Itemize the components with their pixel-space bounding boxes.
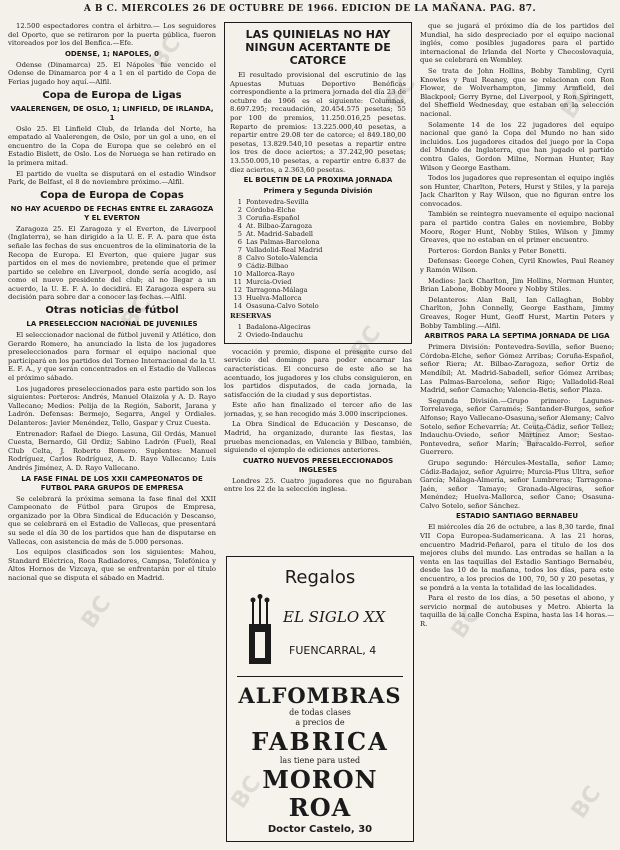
col3-jugadores-paragraph-2: Solamente 14 de los 22 jugadores del equipo nacional que ganó la Copa del Mundo no han sido incluidos. Los jugadores citados del juego por la Copa del Mundo de Inglaterra, que han jugado el partido contra Gales, Gordon Milne, Norman Hunter, Ray Wilson y George Eastham.	[420, 120, 614, 172]
column-3	[420, 22, 614, 842]
grupo-segundo-paragraph: Grupo segundo: Hércules-Mestalla, señor Lamo; Cádiz-Badajoz, señor Aguirre; Murcia-Plus Ultra, señor García; Málaga-Almería, señor Lumbreras; Tarragona-Jaén, señor Tamayo; Granada-Algeciras, señor Menéndez; Huelva-Mallorca, señor Cano; Osasuna-Calvo Sotelo, señor Sánchez.	[420, 458, 614, 510]
ad-fabrica: FABRICA	[251, 727, 389, 756]
fixture-item	[230, 198, 406, 206]
juveniles-paragraph-2: Los jugadores preseleccionados para este partido son los siguientes: Porteros: Andrés, Manuel Olaizola y A. D. Rayo Vallecano; Medios: Pelija de la Región, Saborit, Jarana y Ladrón. Defensas: Bermejo, Segarra, Angel y Ordiales. Delanteros: Javier Menéndez, Tello, Gaspar y Cruz Cuesta.	[8, 384, 216, 427]
watermark: BC	[566, 781, 607, 824]
fixture-match: Valladolid-Real Madrid	[246, 246, 323, 255]
ad-address: Doctor Castelo, 30	[267, 824, 373, 835]
cuatro-paragraph: Londres 25. Cuatro jugadores que no figuraban entre los 22 de la selección inglesa.	[224, 476, 412, 494]
empresa-paragraph-2: Los equipos clasificados son los siguientes: Mahou, Standard Eléctrica, Roca Radiadores, Campsa, Telefónica y Altos Hornos de Vizcaya, que se enfrentarán por el título nacional que se disputa el sábado en Madrid.	[8, 548, 216, 582]
arbitros-paragraph: Primera División: Pontevedra-Sevilla, señor Bueno; Córdoba-Elche, señor Gómez Arribas; Coruña-Español, señor Riera; At. Bilbao-Zaragoza, señor Ortiz de Mendíbil; At. Madrid-Sabadell, señor Gómez Arribas; Las Palmas-Barcelona, señor Rigo; Valladolid-Real Madrid, señor Camacho; Valencia-Betis, señor Plaza.	[420, 343, 614, 395]
fixture-match: Pontevedra-Sevilla	[246, 198, 309, 207]
boletin-heading: EL BOLETIN DE LA PROXIMA JORNADA	[243, 176, 393, 185]
fixture-match: Tarragona-Málaga	[246, 286, 308, 295]
fixture-item	[230, 206, 406, 214]
watermark: BC	[446, 601, 487, 644]
col3-medios: Medios: Jack Charlton, Jim Hollins, Norman Hunter, Brian Labone, Bobby Moore y Nobby Stiles.	[420, 276, 614, 294]
fixture-number: 7	[237, 246, 242, 255]
col3-porteros: Porteros: Gordon Banks y Peter Bonetti.	[428, 246, 567, 255]
valerengen-paragraph-2: El partido de vuelta se disputará en el estadio Windsor Park, de Belfast, el 8 de noviembre próximo.—Alfil.	[8, 169, 216, 187]
fixture-item	[230, 230, 406, 238]
fixture-number: 8	[237, 254, 242, 263]
division-heading: Primera y Segunda División	[263, 187, 373, 196]
fixture-match: Coruña-Español	[246, 214, 300, 223]
empresa-paragraph: Se celebrará la próxima semana la fase final del XXII Campeonato de Fútbol para Grupos de Empresa, organizado por la Obra Sindical de Educación y Descanso, que se celebrará en el Estadio de Vallecas, que presentará su sede el día 30 de los partidos que han de disputarse en Vallecas, con asistencia de más de 5.000 personas.	[8, 494, 216, 546]
fixture-item	[230, 254, 406, 262]
quinielas-body: El resultado provisional del escrutinio de las Apuestas Mutuas Deportivo Benéficas correspondiente a la primera jornada del día 23 de octubre de 1966 es el siguiente: Columnas, 8.697.295; recaudación, 20.454.575 pesetas; 55 por 100 de premios, 11.250.016,25 pesetas. Reparto de premios: 13.225.000,40 pesetas, a repartir entre 29.08 ter de catorce; el 849.180,00 pesetas, 13.829.540,10 pesetas a repartir entre los tres de doce aciertos; a 37.242,90 pesetas; 13.550.005,10 pesetas, a repartir entre 6.837 de diez aciertos, a 2.363,60 pesetas.	[230, 71, 406, 174]
watermark: BC	[146, 31, 187, 74]
advertisement	[226, 556, 414, 842]
ad-regalos: Regalos	[284, 567, 356, 588]
col3-top-paragraph: que se jugará el próximo día de los partidos del Mundial, ha sido despreciado por el equipo nacional inglés, como posibles jugadores para el partido internacional de Irlanda del Norte y Checoslovaquia, que se celebrará en Wembley.	[420, 22, 614, 65]
fixture-number: 2	[237, 206, 242, 215]
reserve-item	[230, 323, 406, 331]
ad-line-3: las tiene para usted	[279, 756, 361, 765]
fixture-number: 13	[233, 294, 242, 303]
watermark: BC	[346, 321, 387, 364]
fixture-match: At. Madrid-Sabadell	[246, 230, 314, 239]
section-heading-ligas: Copa de Europa de Ligas	[42, 89, 182, 101]
fixture-match: At. Bilbao-Zaragoza	[246, 222, 313, 231]
zaragoza-paragraph: Zaragoza 25. El Zaragoza y el Everton, de Liverpool (Inglaterra), se han dirigido a la U. E. F. A. para que ésta señale las fechas de sus encuentros de la eliminatoria de la Recopa de Europa. El Everton, que quiere jugar sus partidos en el mes de noviembre, pretende que el primer partido se celebre en Liverpool, donde sería acogido, así como el nuevo presidente del club; al no llegar a un acuerdo, la U. E. F. A. lo decidirá. El Zaragoza espera su decisión para sobre dar a conocer las fechas.—Alfil.	[8, 224, 216, 302]
ad-siglo: EL SIGLO XX	[283, 608, 386, 626]
fixture-number: 6	[237, 238, 242, 247]
watermark: BC	[76, 591, 117, 634]
reserve-number: 2	[237, 330, 242, 339]
valerengen-paragraph: Oslo 25. El Linfield Club, de Irlanda del Norte, ha empatado al Vaalerengen, de Oslo, por un gol a uno, en el encuentro de la Copa de Europa que se celebró en el Estadio Bislett, de Oslo. Los de Noruega se han retirado en la primera mitad.	[8, 124, 216, 167]
fixture-item	[230, 286, 406, 294]
fixture-match: Murcia-Ovied	[246, 278, 292, 287]
fixture-number: 4	[237, 222, 242, 231]
fixture-match: Osasuna-Calvo Sotelo	[246, 302, 319, 311]
fixture-match: Cádiz-Bilbao	[246, 262, 289, 271]
fixture-item	[230, 294, 406, 302]
reserve-number: 1	[237, 322, 242, 331]
reserve-match: Oviedo-Indauchu	[246, 330, 303, 339]
ad-divider	[237, 676, 403, 677]
ad-alfombras: ALFOMBRAS	[238, 683, 402, 708]
col3-defensas: Defensas: George Cohen, Cyril Knowles, Paul Reaney y Ramón Wilson.	[420, 257, 614, 275]
watermark: BC	[381, 71, 422, 114]
reserve-match: Badalona-Algeciras	[246, 322, 311, 331]
ad-moron: MORON ROA	[262, 765, 378, 822]
lead-paragraph: 12.500 espectadores contra el árbitro.— Los seguidores del Oporto, que se retiraron por la puerta pública, fueron vitoreados por los del Benfica.—Efe.	[8, 22, 216, 48]
fixture-number: 9	[237, 262, 242, 271]
juveniles-paragraph-3: Entrenador: Rafael de Diego. Lasuna, Gil Ordás, Manuel Cuesta, Bernardo, Gil Ordiz; Sabino Ladrón (Fuel), Real Club Celta, J. Roberto Romero. Suplentes: Manuel Rodríguez, Carlos Rodríguez, A. D. Rayo Vallecano; Luis Andrés Jiménez, A. D. Rayo Vallecano.	[8, 429, 216, 472]
fixture-match: Córdoba-Elche	[246, 206, 296, 215]
fixture-match: Las Palmas-Barcelona	[246, 238, 320, 247]
col3-jugadores-paragraph: Se trata de John Hollins, Bobby Tambling, Cyril Knowles y Paul Reaney, que se relacionan con Ron Flower, de Wolverhampton, Jimmy Armfield, del Blackpool; Gerry Byrne, del Liverpool, y Ron Springett, del Sheffield Wednesday, que estaban en la selección nacional.	[420, 66, 614, 118]
fixture-item	[230, 238, 406, 246]
juveniles-heading: LA PRESELECCION NACIONAL DE JUVENILES	[26, 320, 198, 329]
reserves-list	[230, 323, 406, 339]
fixture-item	[230, 262, 406, 270]
ad-logo-row	[227, 592, 413, 672]
valerengen-heading: VAALERENGEN, DE OSLO, 1; LINFIELD, DE IRLANDA, 1	[10, 104, 214, 122]
fixture-number: 5	[237, 230, 242, 239]
ad-street: FUENCARRAL, 4	[289, 644, 377, 657]
fixtures-list	[230, 198, 406, 310]
reserves-heading: RESERVAS	[230, 312, 272, 321]
juveniles-paragraph: El seleccionador nacional de fútbol juvenil y Atlético, don Gerardo Romero, ha anunciado la lista de los jugadores preseleccionados para formar el equipo nacional que participará en los partidos del Torneo Internacional de la U. E. F. A., y que serán concentrados en el Estadio de Vallecas el próximo sábado.	[8, 331, 216, 383]
fixture-number: 10	[233, 270, 242, 279]
col2-paragraph-3: La Obra Sindical de Educación y Descanso, de Madrid, ha organizado, durante las fiestas, las pruebas mencionadas, en Valencia y Bilbao, también, siguiendo el ejemplo de ediciones anteriores.	[224, 420, 412, 455]
odense-heading: ODENSE, 1; NAPOLES, 0	[64, 49, 160, 58]
col3-jugadores-paragraph-4: También se reintegra nuevamente el equipo nacional para el partido contra Gales en noviembre, Bobby Moore, Roger Hunt, Nobby Stiles, Wilson y Jimmy Greaves, que no estaban en el primer encuentro.	[420, 210, 614, 245]
fixture-item	[230, 246, 406, 254]
fixture-item	[230, 302, 406, 310]
fixture-match: Mallorca-Rayo	[246, 270, 295, 279]
fixture-item	[230, 278, 406, 286]
fixture-number: 11	[233, 278, 242, 287]
reserve-item	[230, 331, 406, 339]
estadio-heading: ESTADIO SANTIAGO BERNABEU	[455, 512, 579, 521]
fixture-item	[230, 214, 406, 222]
fixture-number: 14	[233, 302, 242, 311]
odense-paragraph: Odense (Dinamarca) 25. El Nápoles fue vencido el Odense de Dinamarca por 4 a 1 en el partido de Copa de Ferias jugado hoy aquí.—Alfil.	[8, 60, 216, 86]
fixture-item	[230, 270, 406, 278]
fixture-item	[230, 222, 406, 230]
quinielas-box	[224, 22, 412, 344]
fixture-match: Huelva-Mallorca	[246, 294, 302, 303]
quinielas-headline: LAS QUINIELAS NO HAY NINGUN ACERTANTE DE CATORCE	[245, 28, 391, 67]
fixture-number: 1	[237, 198, 242, 207]
col2-paragraph-1: vocación y premio, dispone el presente curso del servicio del domingo para poder encarnar las características. El concurso de este año se ha acentuado, los jugadores y los clubs consiguieron, en los partidos disputados, de cada jornada, la satisfacción de la ciudad y sus deportistas.	[224, 347, 412, 399]
fixture-number: 12	[233, 286, 242, 295]
col3-jugadores-paragraph-3: Todos los jugadores que representan el equipo inglés son Hunter, Charlton, Peters, Hurst y Stiles, y la pareja Jack Charlton y Ray Wilson, que no figuran entre los convocados.	[420, 174, 614, 208]
empresa-heading: LA FASE FINAL DE LOS XXII CAMPEONATOS DE FUTBOL PARA GRUPOS DE EMPRESA	[21, 474, 203, 492]
section-heading-copas: Copa de Europa de Copas	[40, 189, 184, 201]
column-1	[8, 22, 216, 842]
watermark: BC	[516, 411, 557, 454]
segunda-paragraph: Segunda División.—Grupo primero: Lagunes-Torrelavega, señor Caramés; Santander-Burgos, señor Alfonso; Rayo Vallecano-Osasuna, señor Alemany; Calvo Sotelo, señor Echevarría; At. Ceuta-Cádiz, señor Tellez; Indauchu-Oviedo, señor Martínez Amor; Sestao-Pontevedra, señor Marín; Baracaldo-Ferrol, señor Guerrero.	[420, 396, 614, 457]
ad-line-2: a precios de	[295, 718, 345, 727]
candle-emblem-icon	[243, 594, 277, 666]
cuatro-heading: CUATRO NUEVOS PRESELECCIONADOS INGLESES	[242, 456, 394, 474]
ad-line-1: de todas clases	[289, 708, 351, 717]
section-heading-otras: Otras noticias de fútbol	[45, 305, 179, 317]
page-header: A B C. MIERCOLES 26 DE OCTUBRE DE 1966. EDICION DE LA MAÑANA. PAG. 87.	[83, 4, 537, 14]
fixture-match: Calvo Sotelo-Valencia	[246, 254, 318, 263]
fixture-number: 3	[237, 214, 242, 223]
col3-delanteros: Delanteros: Alan Ball, Ian Callaghan, Bobby Charlton, John Connelly, George Eastham, Jimmy Greaves, Roger Hunt, Geoff Hurst, Martin Peters y Bobby Tambling.—Alfil.	[420, 295, 614, 330]
estadio-paragraph-2: Para el resto de los días, a 50 pesetas el abono, y servicio normal de autobuses y Metro. Abierta la taquilla de la calle Concha Espina, hasta las 14 horas.—R.	[420, 594, 614, 628]
estadio-paragraph: El miércoles día 26 de octubre, a las 8,30 tarde, final VII Copa Europea-Sudamericana. A las 21 horas, encuentro Madrid-Peñarol, para el título de los dos mejores clubs del mundo. Las entradas se hallan a la venta en las taquillas del Estadio Santiago Bernabéu, desde las 10 de la mañana, todos los días, para este encuentro, a los precios de 100, 70, 50 y 20 pesetas, y se pondrá a la venta la totalidad de las localidades.	[420, 523, 614, 592]
col2-paragraph-2: Este año han finalizado el tercer año de las jornadas, y, se han recogido más 3.000 inscripciones.	[224, 401, 412, 418]
zaragoza-heading: NO HAY ACUERDO DE FECHAS ENTRE EL ZARAGOZA Y EL EVERTON	[10, 204, 214, 222]
arbitros-heading: ARBITROS PARA LA SEPTIMA JORNADA DE LIGA	[424, 332, 610, 341]
watermark: BC	[556, 81, 597, 124]
watermark: BC	[116, 291, 157, 334]
